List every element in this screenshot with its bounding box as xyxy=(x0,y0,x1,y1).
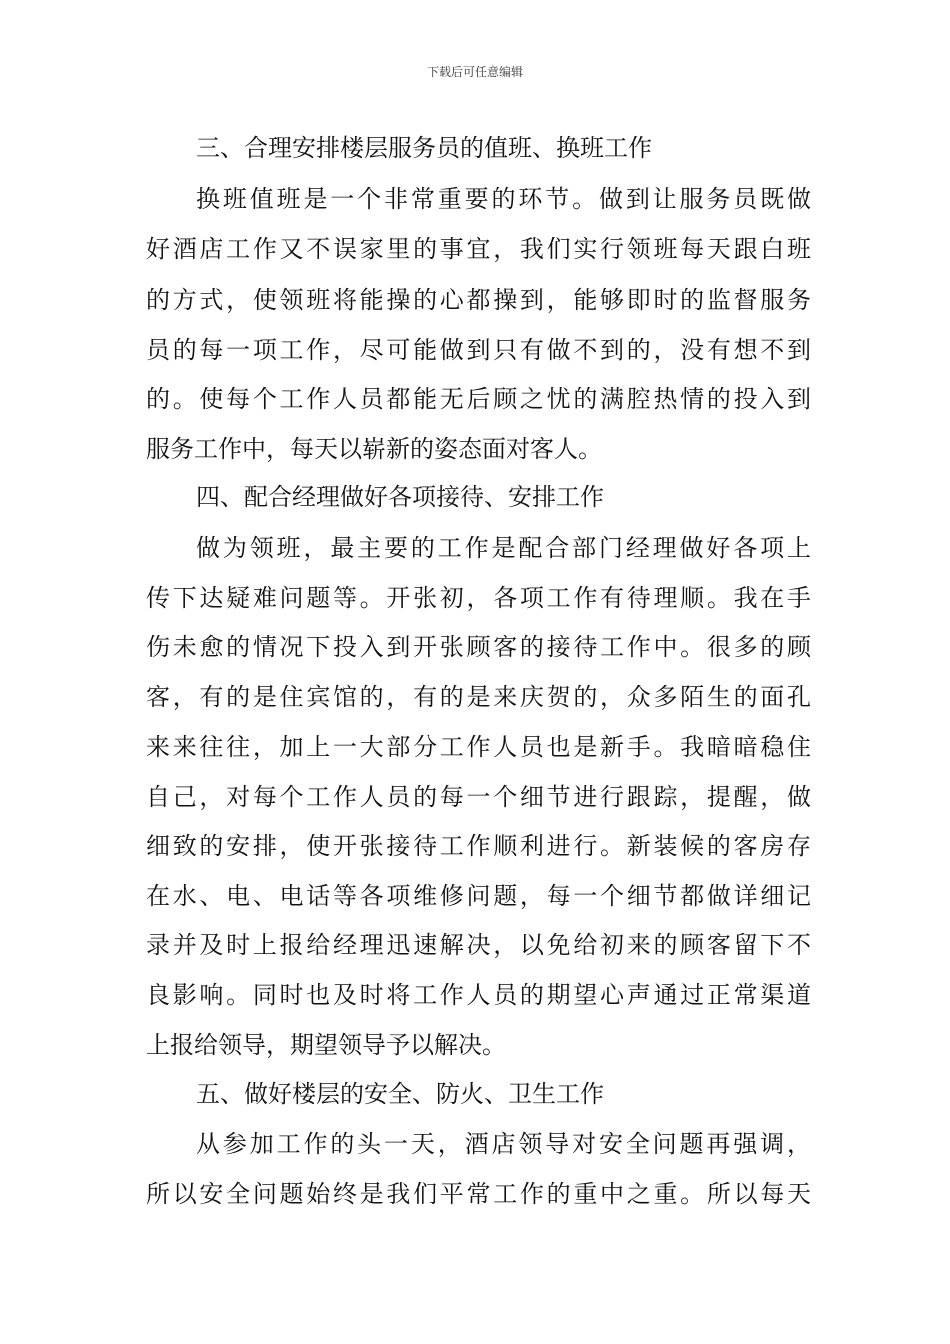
paragraph-line: 做为领班，最主要的工作是配合部门经理做好各项上 xyxy=(196,534,811,562)
paragraph-line: 细致的安排，使开张接待工作顺利进行。新装候的客房存 xyxy=(146,832,811,860)
paragraph-line: 伤未愈的情况下投入到开张顾客的接待工作中。很多的顾 xyxy=(146,633,811,661)
paragraph-line: 在水、电、电话等各项维修问题，每一个细节都做详细记 xyxy=(146,882,811,910)
paragraph-line: 服务工作中，每天以崭新的姿态面对客人。 xyxy=(146,435,602,463)
paragraph-line: 从参加工作的头一天，酒店领导对安全问题再强调， xyxy=(196,1130,811,1158)
paragraph-line: 录并及时上报给经理迅速解决，以免给初来的顾客留下不 xyxy=(146,931,811,959)
paragraph-line: 上报给领导，期望领导予以解决。 xyxy=(146,1031,506,1059)
section-heading-5: 五、做好楼层的安全、防火、卫生工作 xyxy=(196,1080,604,1108)
page-header: 下载后可任意编辑 xyxy=(426,65,523,79)
paragraph-line: 来来往往，加上一大部分工作人员也是新手。我暗暗稳住 xyxy=(146,733,811,761)
paragraph-line: 传下达疑难问题等。开张初，各项工作有待理顺。我在手 xyxy=(146,584,811,612)
paragraph-line: 员的每一项工作，尽可能做到只有做不到的，没有想不到 xyxy=(146,336,811,364)
paragraph-line: 客，有的是住宾馆的，有的是来庆贺的，众多陌生的面孔 xyxy=(146,683,811,711)
paragraph-line: 自己，对每个工作人员的每一个细节进行跟踪，提醒，做 xyxy=(146,783,811,811)
paragraph-line: 换班值班是一个非常重要的环节。做到让服务员既做 xyxy=(196,185,811,213)
section-heading-4: 四、配合经理做好各项接待、安排工作 xyxy=(196,483,604,511)
paragraph-line: 好酒店工作又不误家里的事宜，我们实行领班每天跟白班 xyxy=(146,235,811,263)
paragraph-line: 良影响。同时也及时将工作人员的期望心声通过正常渠道 xyxy=(146,981,811,1009)
paragraph-line: 所以安全问题始终是我们平常工作的重中之重。所以每天 xyxy=(146,1180,811,1208)
paragraph-line: 的方式，使领班将能操的心都操到，能够即时的监督服务 xyxy=(146,286,811,314)
paragraph-line: 的。使每个工作人员都能无后顾之忧的满腔热情的投入到 xyxy=(146,385,811,413)
section-heading-3: 三、合理安排楼层服务员的值班、换班工作 xyxy=(196,134,652,162)
